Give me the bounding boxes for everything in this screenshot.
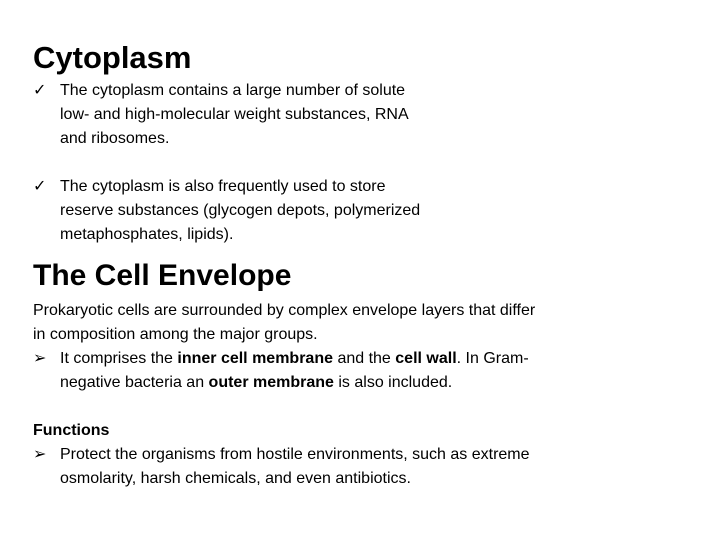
- bullet-text: The cytoplasm is also frequently used to store reserve substances (glycogen depots, polymerized metaphosphates, lipids).: [60, 178, 421, 243]
- functions-label: Functions: [33, 422, 110, 439]
- heading-cytoplasm: Cytoplasm: [33, 40, 192, 75]
- list-item-envelope-composition: [33, 347, 553, 395]
- list-item-cytoplasm-2: [33, 175, 423, 247]
- list-item-functions: [33, 443, 563, 491]
- arrow-bullet-icon: ➢: [33, 350, 47, 367]
- term-inner-cell-membrane: inner cell membrane: [177, 350, 333, 367]
- checkmark-icon: ✓: [33, 82, 47, 99]
- bullet-text: It comprises the inner cell membrane and the cell wall. In Gram- negative bacteria an outer membrane is also included.: [60, 350, 529, 391]
- heading-cell-envelope: The Cell Envelope: [33, 259, 292, 292]
- arrow-bullet-icon: ➢: [33, 446, 47, 463]
- intro-paragraph: Prokaryotic cells are surrounded by complex envelope layers that differ in composition among the major groups.: [33, 302, 536, 343]
- bullet-text: Protect the organisms from hostile environments, such as extreme osmolarity, harsh chemicals, and even antibiotics.: [60, 446, 530, 487]
- bullet-text: The cytoplasm contains a large number of solute low- and high-molecular weight substances, RNA and ribosomes.: [60, 82, 408, 147]
- checkmark-icon: ✓: [33, 178, 47, 195]
- term-outer-membrane: outer membrane: [208, 374, 334, 391]
- term-cell-wall: cell wall: [395, 350, 457, 367]
- list-item-cytoplasm-1: [33, 79, 413, 151]
